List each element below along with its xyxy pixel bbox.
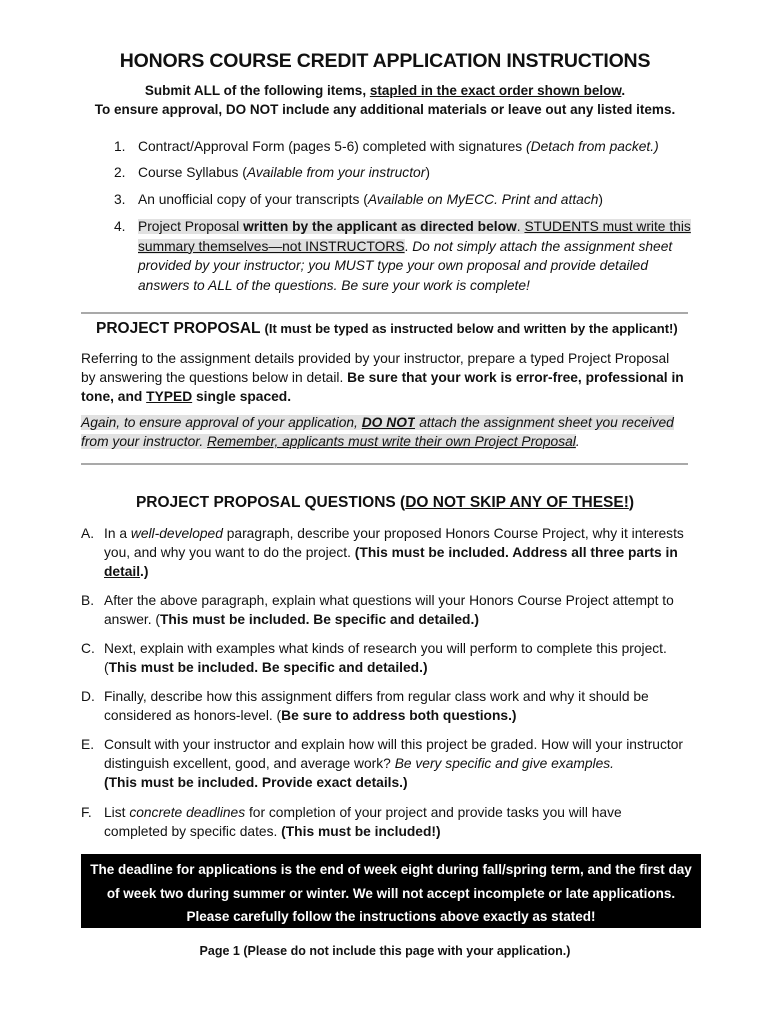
- submit-instruction: Submit ALL of the following items, stapled in the exact order shown below.: [144, 83, 626, 98]
- list-item-transcripts: 3. An unofficial copy of your transcripts (Available on MyECC. Print and attach): [114, 192, 604, 207]
- question-c: C. Next, explain with examples what kinds of research you will perform to complete this project. (This must be included. Be specific and detailed.): [81, 641, 667, 675]
- divider-top: [81, 312, 688, 314]
- again-approval-paragraph: Again, to ensure approval of your application, DO NOT attach the assignment sheet you received from your instructor. Remember, applicants must write their own Project Proposal.: [81, 415, 674, 449]
- students-must-write-emphasis: STUDENTS must write this summary themselves—not INSTRUCTORS: [138, 219, 691, 254]
- proposal-instructions-paragraph: Referring to the assignment details provided by your instructor, prepare a typed Project Proposal by answering the questions below in detail. Be sure that your work is error-free, professional in tone, and TYPED single spaced.: [81, 351, 684, 404]
- ensure-approval-instruction: To ensure approval, DO NOT include any additional materials or leave out any listed items.: [94, 102, 676, 117]
- question-a: A. In a well-developed paragraph, describe your proposed Honors Course Project, why it interests you, and why you want to do the project. (This must be included. Address all three parts in detail.): [81, 526, 684, 579]
- deadline-notice-box: The deadline for applications is the end of week eight during fall/spring term, and the first day of week two during summer or winter. We will not accept incomplete or late applications. Please carefully follow the instructions above exactly as stated!: [81, 854, 701, 928]
- question-f: F. List concrete deadlines for completion of your project and provide tasks you will have completed by specific dates. (This must be included!): [81, 805, 622, 839]
- list-item-syllabus: 2. Course Syllabus (Available from your instructor): [114, 165, 430, 180]
- question-e: E. Consult with your instructor and explain how will this project be graded. How will your instructor distinguish excellent, good, and average work? Be very specific and give examples. (This must be included. Provide exact details.): [81, 737, 683, 790]
- question-b: B. After the above paragraph, explain what questions will your Honors Course Project attempt to answer. (This must be included. Be specific and detailed.): [81, 593, 674, 627]
- page-footer: Page 1 (Please do not include this page with your application.): [199, 944, 571, 958]
- questions-heading: PROJECT PROPOSAL QUESTIONS (DO NOT SKIP ANY OF THESE!): [135, 494, 635, 511]
- question-d: D. Finally, describe how this assignment differs from regular class work and why it should be considered as honors-level. (Be sure to address both questions.): [81, 689, 649, 723]
- divider-middle: [81, 463, 688, 465]
- list-item-contract-form: 1. Contract/Approval Form (pages 5-6) completed with signatures (Detach from packet.): [114, 139, 659, 154]
- list-item-project-proposal: 4. Project Proposal written by the applicant as directed below. STUDENTS must write this summary themselves—not INSTRUCTORS. Do not simply attach the assignment sheet provided by your instructor; you MUST type your own proposal and provide detailed answers to ALL of the questions. Be sure your work is complete!: [114, 219, 691, 293]
- project-proposal-heading: PROJECT PROPOSAL (It must be typed as instructed below and written by the applicant!): [96, 320, 678, 337]
- stapled-order-emphasis: stapled in the exact order shown below: [369, 83, 622, 98]
- page-title: HONORS COURSE CREDIT APPLICATION INSTRUCTIONS: [119, 50, 651, 72]
